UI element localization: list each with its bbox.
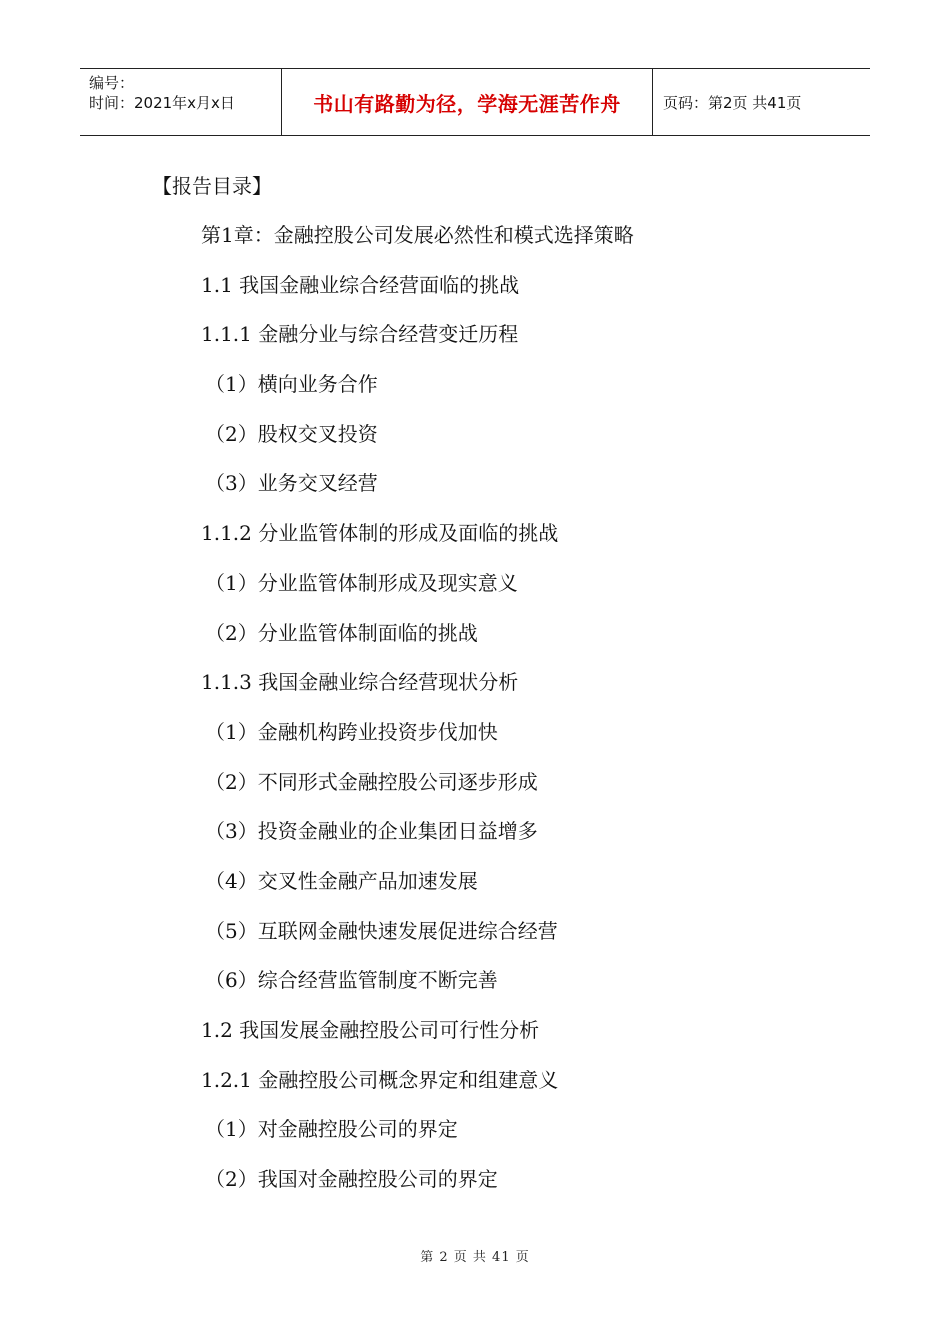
toc-entry: （4）交叉性金融产品加速发展 — [205, 868, 478, 893]
toc-entry: （3）投资金融业的企业集团日益增多 — [205, 819, 538, 844]
toc-entry: 第1章：金融控股公司发展必然性和模式选择策略 — [201, 223, 634, 247]
toc-entry: （2）股权交叉投资 — [205, 421, 378, 446]
header-meta — [80, 69, 282, 135]
toc-entry: （3）业务交叉经营 — [205, 471, 378, 496]
toc-entry: （1）横向业务合作 — [205, 372, 378, 397]
document-date-label: 时间：2021年x月x日 — [89, 94, 235, 112]
page-footer: 第 2 页 共 41 页 — [420, 1250, 530, 1265]
toc-entry: （5）互联网金融快速发展促进综合经营 — [205, 918, 558, 943]
toc-entry: 1.2.1 金融控股公司概念界定和组建意义 — [201, 1067, 559, 1092]
toc-entry: 1.1.3 我国金融业综合经营现状分析 — [201, 670, 519, 695]
document-number-label: 编号： — [89, 74, 135, 92]
toc-entry: 1.1.2 分业监管体制的形成及面临的挑战 — [201, 521, 559, 546]
toc-entry: （1）分业监管体制形成及现实意义 — [205, 570, 518, 595]
header-page-info: 页码：第2页 共41页 — [663, 93, 802, 112]
toc-entry: （6）综合经营监管制度不断完善 — [205, 968, 498, 993]
toc-entry: 1.2 我国发展金融控股公司可行性分析 — [201, 1018, 540, 1042]
toc-entry: （1）金融机构跨业投资步伐加快 — [205, 719, 498, 744]
table-of-contents — [0, 220, 950, 1214]
page-header — [80, 68, 870, 136]
toc-entry: （2）我国对金融控股公司的界定 — [205, 1167, 498, 1192]
toc-title: 【报告目录】 — [152, 174, 272, 198]
toc-entry: 1.1 我国金融业综合经营面临的挑战 — [201, 272, 520, 297]
toc-entry: （2）分业监管体制面临的挑战 — [205, 620, 478, 645]
toc-entry: （2）不同形式金融控股公司逐步形成 — [205, 769, 538, 794]
toc-entry: （1）对金融控股公司的界定 — [205, 1117, 458, 1142]
toc-entry: 1.1.1 金融分业与综合经营变迁历程 — [201, 322, 519, 347]
header-motto: 书山有路勤为径，学海无涯苦作舟 — [282, 69, 653, 135]
